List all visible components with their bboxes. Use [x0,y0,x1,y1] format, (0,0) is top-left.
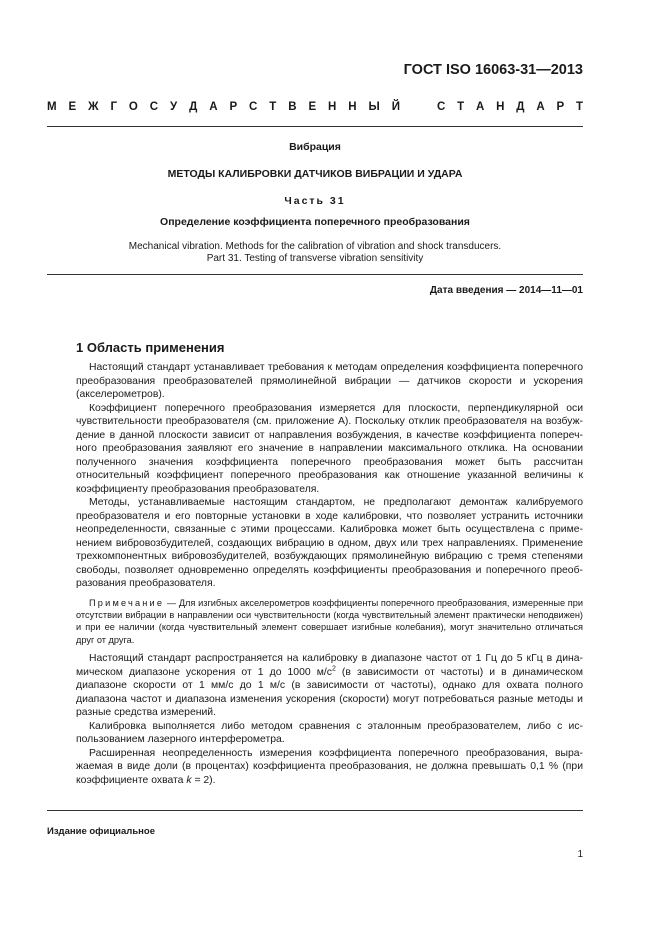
title-part: Часть 31 [284,195,346,207]
introduction-date: Дата введения — 2014—11—01 [429,285,583,296]
title-subtitle: Определение коэффициента поперечного преобразования [160,216,470,228]
title-main: МЕТОДЫ КАЛИБРОВКИ ДАТЧИКОВ ВИБРАЦИИ И УДАРА [167,168,463,180]
title-english-line2: Part 31. Testing of transverse vibration sensitivity [206,253,424,264]
paragraph-2: Коэффициент поперечного преобразования измеряется для плоскости, перпендикулярной оси чувствительности преобразователя (см. приложение А). Поскольку отклик преобразователя на возбуждение в данной плоскости зависит от направления возбуждения, в качестве коэффициента поперечного преобразования заявляют его значение в направлении максимального отклика. На основании полученного значения коэффициента поперечного преобразования может быть рассчитан относительный коэффициент поперечного преобразования как отношение указанной величины к коэффициенту преобразования преобразователя. [76,402,583,495]
footer-divider [47,810,583,811]
note-text: — Для изгибных акселерометров коэффициенты поперечного преобразования, измеренные при отсутствии вибрации в направлении оси чувствительности (когда чувствительный элемент практически неподвижен) и при ее наличии (когда чувствительный элемент совершает изгибные колебания), могут значительно отличаться друг от друга. [76,597,583,645]
official-edition-label: Издание официальное [47,826,155,837]
paragraph-3: Методы, устанавливаемые настоящим стандартом, не предполагают демонтаж калибруемого преобразователя и его повторные установки в ходе калибровки, что позволяет устранить источники неопределенности, связанные с этими процессами. Калибровка может быть осуществлена с применением вибровозбудителей, создающих вибрацию в одном, двух или трех направлениях. Применение трехкомпонентных вибровозбудителей, возбуждающих прямолинейную вибрацию с тремя степенями свободы, позволяет одновременно определять коэффициенты преобразования и поперечного преобразования преобразователя. [76,497,583,589]
banner-word-interstate: М Е Ж Г О С У Д А Р С Т В Е Н Н Ы Й [47,101,400,113]
title-english-line1: Mechanical vibration. Methods for the calibration of vibration and shock transducers. [128,241,502,252]
standard-code: ГОСТ ISO 16063-31—2013 [403,62,583,78]
paragraph-6: Расширенная неопределенность измерения коэффициента поперечного преобразования, выражаемая в виде доли (в процентах) коэффициента преобразования, не должна превышать 0,1 % (при коэффициенте охвата k = 2). [76,747,583,786]
paragraph-1: Настоящий стандарт устанавливает требования к методам определения коэффициента поперечного преобразования преобразователей прямолинейной вибрации — датчиков скорости и ускорения (акселерометров). [76,362,583,400]
title-divider [47,274,583,275]
header-divider [47,126,583,127]
page-number: 1 [577,849,583,860]
section-body [76,361,583,787]
banner-word-standard: С Т А Н Д А Р Т [437,101,583,113]
paragraph-4: Настоящий стандарт распространяется на калибровку в диапазоне частот от 1 Гц до 5 кГц в динамическом диапазоне ускорения от 1 до 1000 $м/с^2$ (в зависимости от частоты) и в динамическом диапазоне скорости от 1 мм/с до 1 м/с (в зависимости от частоты), однако для охвата полного диапазона частот и диапазона изменения ускорения (скорости) могут потребоваться разные методы и разные средства измерений. [76,653,583,719]
note-label: Примечание [89,597,165,608]
section-heading: 1 Область применения [76,340,225,355]
title-vibration: Вибрация [289,141,341,153]
paragraph-5: Калибровка выполняется либо методом сравнения с эталонным преобразователем, либо с использованием лазерного интерферометра. [76,720,583,746]
interstate-standard-banner [47,101,583,113]
note [76,597,583,647]
